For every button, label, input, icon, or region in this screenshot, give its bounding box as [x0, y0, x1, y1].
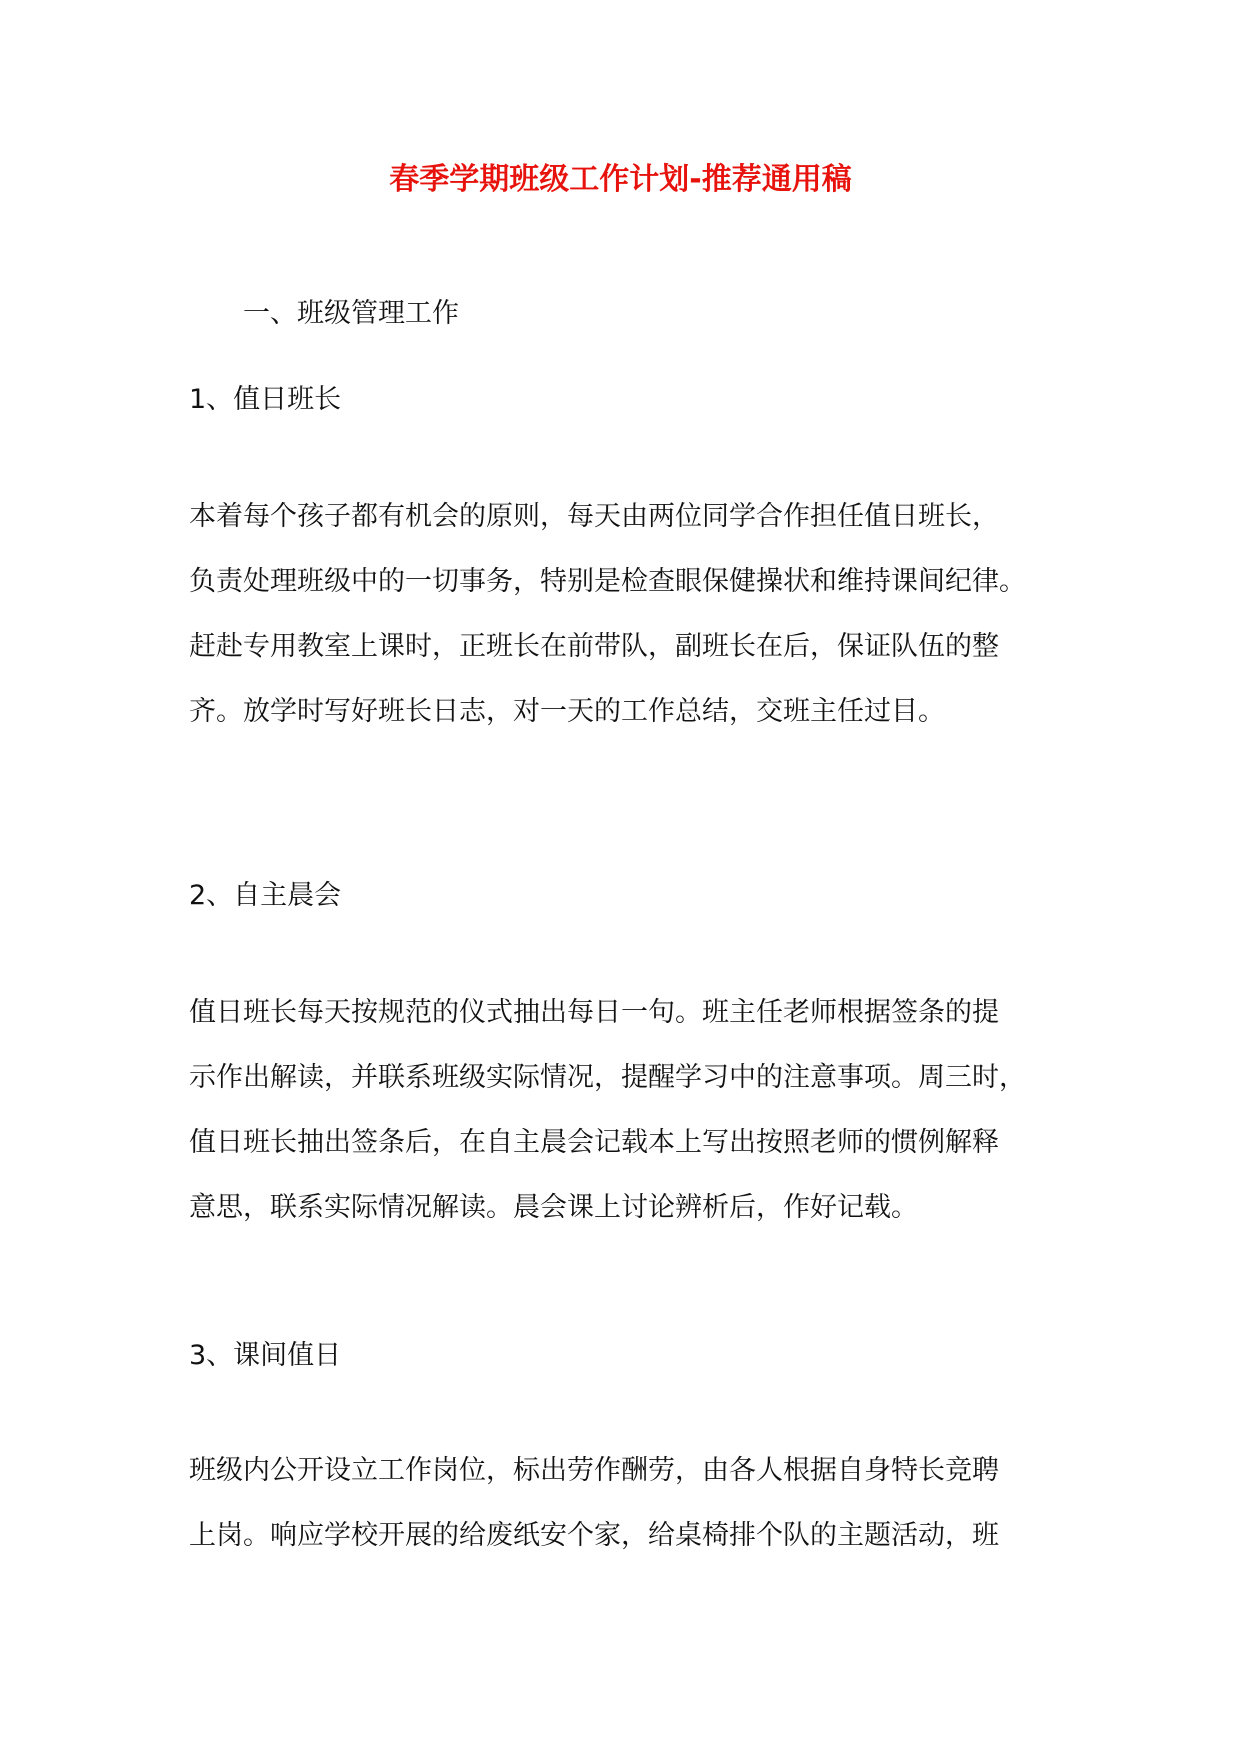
paragraph-line: 本着每个孩子都有机会的原则，每天由两位同学合作担任值日班长，: [189, 501, 999, 532]
item-heading-2: 2、自主晨会: [189, 880, 342, 911]
paragraph-line: 示作出解读，并联系班级实际情况，提醒学习中的注意事项。周三时，: [189, 1062, 1026, 1093]
paragraph-line: 值日班长抽出签条后，在自主晨会记载本上写出按照老师的惯例解释: [189, 1127, 999, 1158]
paragraph-line: 值日班长每天按规范的仪式抽出每日一句。班主任老师根据签条的提: [189, 997, 999, 1028]
section-heading: 一、班级管理工作: [243, 298, 459, 329]
paragraph-line: 班级内公开设立工作岗位，标出劳作酬劳，由各人根据自身特长竞聘: [189, 1455, 999, 1486]
item-heading-1: 1、值日班长: [189, 384, 342, 415]
document-title: 春季学期班级工作计划-推荐通用稿: [389, 162, 852, 197]
paragraph-line: 赶赴专用教室上课时，正班长在前带队，副班长在后，保证队伍的整: [189, 631, 999, 662]
item-paragraph-3: [189, 1451, 1069, 1581]
item-paragraph-1: [189, 497, 1069, 757]
paragraph-line: 意思，联系实际情况解读。晨会课上讨论辨析后，作好记载。: [189, 1192, 918, 1223]
item-heading-3: 3、课间值日: [189, 1340, 342, 1371]
paragraph-line: 上岗。响应学校开展的给废纸安个家，给桌椅排个队的主题活动，班: [189, 1520, 999, 1551]
paragraph-line: 负责处理班级中的一切事务，特别是检查眼保健操状和维持课间纪律。: [189, 566, 1026, 597]
item-paragraph-2: [189, 993, 1069, 1253]
paragraph-line: 齐。放学时写好班长日志，对一天的工作总结，交班主任过目。: [189, 696, 945, 727]
